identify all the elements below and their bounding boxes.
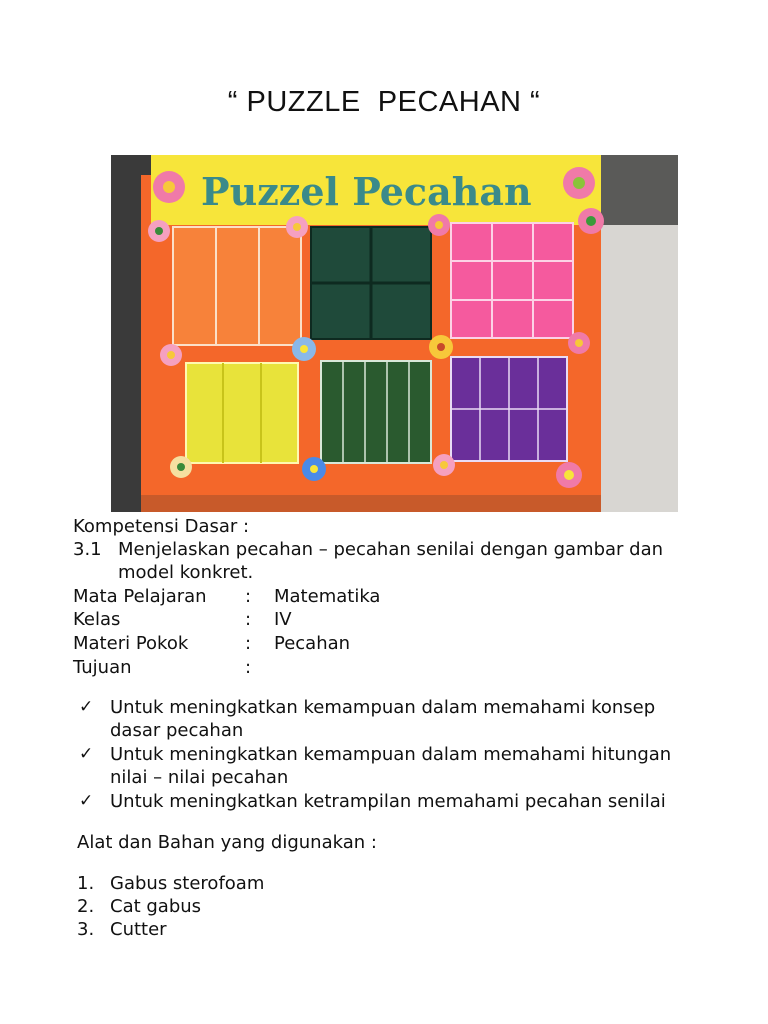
list-number: 3.	[77, 919, 95, 940]
list-number: 2.	[77, 896, 95, 917]
tile-pink	[451, 223, 573, 338]
list-text: Gabus sterofoam	[110, 873, 265, 894]
goal-text: Untuk meningkatkan ketrampilan memahami pecahan senilai	[110, 791, 666, 812]
info-colon: :	[245, 657, 252, 678]
checkmark-icon: ✓	[79, 791, 94, 811]
page-title: “ PUZZLE PECAHAN “	[227, 86, 541, 118]
info-value: Matematika	[274, 586, 381, 607]
info-colon: :	[245, 586, 252, 607]
info-label: Materi Pokok	[73, 633, 189, 654]
tile-yellow	[186, 363, 298, 463]
checkmark-icon: ✓	[79, 697, 94, 717]
info-label: Kelas	[73, 609, 121, 630]
goal-text: Untuk meningkatkan kemampuan dalam memahami konsep	[110, 697, 656, 718]
kompetensi-line-2: model konkret.	[118, 562, 254, 583]
info-value: Pecahan	[274, 633, 351, 654]
kompetensi-heading: Kompetensi Dasar :	[73, 516, 250, 537]
goal-text: dasar pecahan	[110, 720, 244, 741]
checkmark-icon: ✓	[79, 744, 94, 764]
tile-green	[321, 361, 431, 463]
info-value: IV	[274, 609, 292, 630]
goal-text: Untuk meningkatkan kemampuan dalam memahami hitungan	[110, 744, 672, 765]
info-colon: :	[245, 609, 252, 630]
kompetensi-number: 3.1	[73, 539, 102, 560]
list-text: Cat gabus	[110, 896, 202, 917]
info-colon: :	[245, 633, 252, 654]
list-text: Cutter	[110, 919, 167, 940]
kompetensi-line-1: Menjelaskan pecahan – pecahan senilai dengan gambar dan	[118, 539, 664, 560]
tile-orange	[173, 227, 301, 345]
goal-text: nilai – nilai pecahan	[110, 767, 289, 788]
list-number: 1.	[77, 873, 95, 894]
info-label: Tujuan	[73, 657, 132, 678]
materials-heading: Alat dan Bahan yang digunakan :	[77, 832, 377, 853]
banner-text: Puzzel Pecahan	[201, 169, 532, 214]
puzzle-photo	[111, 155, 678, 512]
info-label: Mata Pelajaran	[73, 586, 207, 607]
